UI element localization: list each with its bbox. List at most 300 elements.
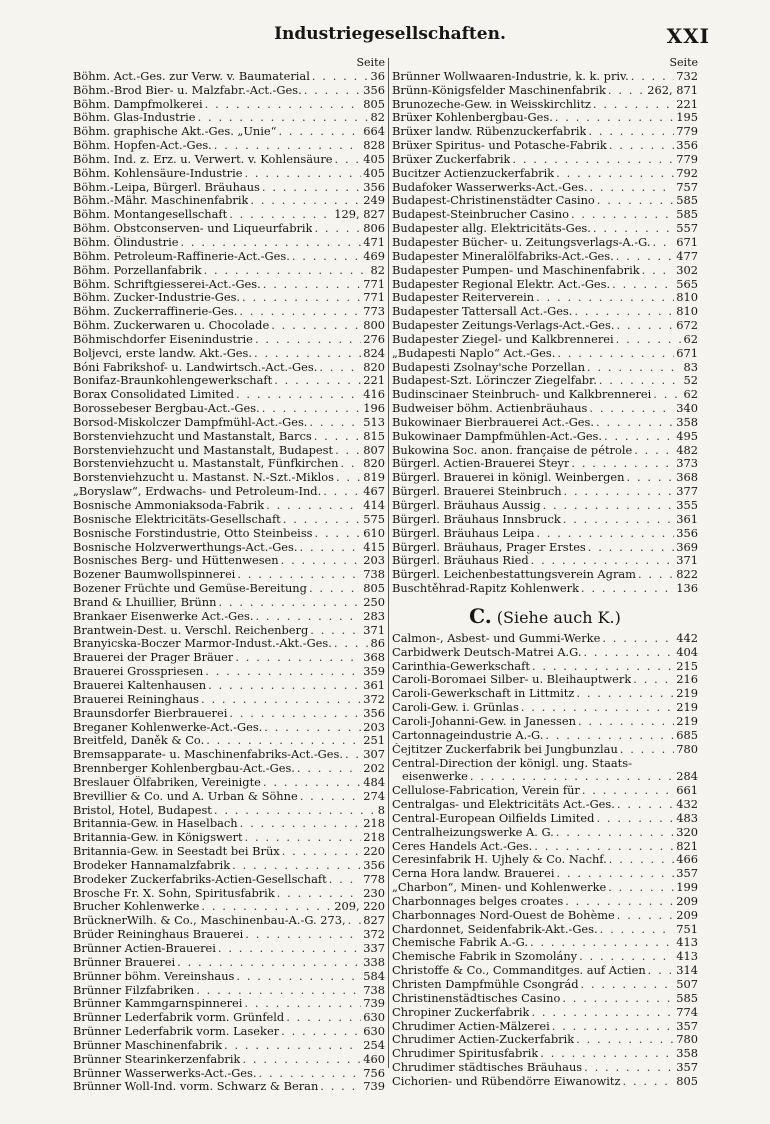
entry-name: eisenwerke — [402, 770, 468, 784]
entry-page: 371 — [363, 622, 385, 637]
dot-leader — [531, 554, 675, 568]
dot-leader — [616, 250, 674, 264]
entry-page: 565 — [676, 276, 698, 291]
entry-page: 482 — [676, 442, 698, 457]
index-entry — [73, 444, 385, 458]
index-entry — [392, 264, 698, 278]
entry-page: 361 — [363, 677, 385, 692]
entry-name: Borsod-Miskolczer Dampfmühl-Act.-Ges. — [73, 415, 308, 429]
entry-page: 585 — [676, 193, 698, 208]
entry-page: 827 — [363, 913, 385, 928]
index-entry — [392, 1006, 698, 1020]
index-entry — [73, 305, 385, 319]
index-entry — [73, 721, 385, 735]
entry-page: 779 — [676, 151, 698, 166]
dot-leader — [232, 859, 361, 873]
entry-page: 216 — [676, 672, 698, 687]
entry-name: Chrudimer städtisches Bräuhaus — [392, 1061, 583, 1075]
index-entry — [392, 527, 698, 541]
entry-page: 371 — [676, 553, 698, 568]
index-entry — [392, 1075, 698, 1089]
entry-page: 469 — [363, 248, 385, 263]
index-entry — [392, 402, 698, 416]
entry-page: 202 — [363, 761, 385, 776]
dot-leader — [556, 826, 674, 840]
entry-page: 62 — [683, 331, 698, 346]
dot-leader — [208, 679, 361, 693]
index-entry — [73, 734, 385, 748]
dot-leader — [616, 333, 682, 347]
entry-name: Braunsdorfer Bierbrauerei — [73, 706, 228, 720]
index-entry — [73, 499, 385, 513]
entry-page: 432 — [676, 797, 698, 812]
entry-name: Calmon-, Asbest- und Gummi-Werke — [392, 631, 601, 645]
entry-page: 196 — [363, 401, 385, 416]
index-entry — [73, 748, 385, 762]
entry-name: Charbonnages belges croates — [392, 894, 564, 908]
dot-leader — [292, 250, 361, 264]
entry-name: Carinthia-Gewerkschaft — [392, 659, 530, 673]
index-entry — [73, 970, 385, 984]
dot-leader — [244, 997, 361, 1011]
dot-leader — [582, 784, 674, 798]
entry-name: Chemische Fabrik A.-G. — [392, 936, 528, 950]
dot-leader — [259, 1067, 362, 1081]
entry-page: 199 — [676, 880, 698, 895]
entry-name: Budapester Ziegel- und Kalkbrennerei — [392, 332, 614, 346]
entry-page: 806 — [363, 221, 385, 236]
dot-leader — [581, 978, 675, 992]
entry-name: Böhm. Hopfen-Act.-Ges. — [73, 139, 212, 153]
entry-page: 372 — [363, 691, 385, 706]
dot-leader — [255, 610, 361, 624]
entry-name: Borstenviehzucht und Mastanstalt, Budapest — [73, 443, 334, 457]
entry-name: Budapesti Zsolnay'sche Porzellan — [392, 360, 586, 374]
entry-name: Brünner Wollwaaren-Industrie, k. k. priv. — [392, 69, 629, 83]
entry-page: 251 — [363, 733, 385, 748]
index-entry — [392, 181, 698, 195]
entry-page: 314 — [676, 963, 698, 978]
index-entry — [73, 1067, 385, 1081]
dot-leader — [250, 194, 361, 208]
index-entry — [392, 853, 698, 867]
entry-page: 495 — [676, 428, 698, 443]
dot-leader — [557, 347, 674, 361]
entry-name: Böhm.-Leipa, Bürgerl. Bräuhaus — [73, 180, 260, 194]
dot-leader — [652, 236, 674, 250]
index-entry — [73, 804, 385, 818]
entry-page: 828 — [363, 138, 385, 153]
dot-leader — [201, 693, 361, 707]
dot-leader — [314, 430, 362, 444]
entry-name: Chardonnet, Seidenfabrik-Akt.-Ges. — [392, 922, 598, 936]
index-entry — [73, 1080, 385, 1094]
seite-label: Seite — [356, 56, 385, 69]
dot-leader — [348, 914, 362, 928]
dot-leader — [254, 347, 361, 361]
entry-page: 249 — [363, 193, 385, 208]
entry-page: 483 — [676, 810, 698, 825]
dot-leader — [617, 319, 675, 333]
index-entry — [73, 181, 385, 195]
index-entry — [392, 194, 698, 208]
index-entry — [392, 167, 698, 181]
entry-name: Caroli-Boromaei Silber- u. Bleihauptwerk — [392, 673, 632, 687]
entry-page: 372 — [363, 927, 385, 942]
entry-page: 739 — [363, 1079, 385, 1094]
left-column — [73, 56, 385, 1094]
entry-page: 230 — [363, 885, 385, 900]
dot-leader — [278, 125, 361, 139]
entry-page: 356 — [363, 82, 385, 97]
entry-name: Böhm. Dampfmolkerei — [73, 97, 203, 111]
entry-name: Böhm. Zuckerraffinerie-Ges. — [73, 305, 238, 319]
entry-name: Borossebeser Bergbau-Act.-Ges. — [73, 402, 260, 416]
entry-name: Böhm. Zucker-Industrie-Ges. — [73, 291, 241, 305]
entry-name: Böhm. Schriftgiesserei-Act.-Ges. — [73, 277, 261, 291]
dot-leader — [245, 831, 362, 845]
dot-leader — [609, 853, 675, 867]
index-entry — [73, 790, 385, 804]
dot-leader — [634, 444, 674, 458]
dot-leader — [512, 153, 674, 167]
entry-page: 356 — [363, 179, 385, 194]
entry-name: Brauerei Kaltenhausen — [73, 678, 207, 692]
index-entry — [73, 278, 385, 292]
dot-leader — [581, 582, 674, 596]
entry-name: Böhm. Obstconserven- und Liqueurfabrik — [73, 222, 313, 236]
dot-leader — [631, 70, 675, 84]
entry-name: Brauerei der Prager Bräuer — [73, 651, 234, 665]
entry-page: 340 — [676, 401, 698, 416]
entry-page: 82 — [370, 110, 385, 125]
dot-leader — [242, 291, 361, 305]
entry-page: 780 — [676, 741, 698, 756]
index-entry — [73, 416, 385, 430]
index-entry — [73, 637, 385, 651]
index-entry — [73, 402, 385, 416]
entry-page: 254 — [363, 1037, 385, 1052]
entry-page: 739 — [363, 996, 385, 1011]
entry-page: 610 — [363, 525, 385, 540]
entry-name: Brünner Lederfabrik vorm. Grünfeld — [73, 1011, 285, 1025]
dot-leader — [180, 236, 361, 250]
index-entry — [392, 646, 698, 660]
dot-leader — [286, 1011, 361, 1025]
dot-leader — [602, 632, 674, 646]
entry-page: 820 — [363, 456, 385, 471]
dot-leader — [340, 457, 361, 471]
dot-leader — [557, 867, 675, 881]
entry-page: 368 — [676, 470, 698, 485]
dot-leader — [229, 707, 361, 721]
index-entry — [392, 1020, 698, 1034]
index-entry — [392, 416, 698, 430]
entry-page: 283 — [363, 608, 385, 623]
entry-page: 664 — [363, 124, 385, 139]
section-letter: C. — [469, 603, 492, 628]
index-entry — [73, 831, 385, 845]
entry-page: 369 — [676, 539, 698, 554]
dot-leader — [240, 817, 362, 831]
entry-name: Budapester Reiterverein — [392, 291, 535, 305]
entry-name: Brauerei Grosspriesen — [73, 665, 204, 679]
entry-name: Central-European Oilfields Limited — [392, 811, 595, 825]
index-entry — [73, 679, 385, 693]
index-entry — [392, 673, 698, 687]
entry-name: Budapester Regional Elektr. Act.-Ges. — [392, 277, 611, 291]
index-entry — [392, 250, 698, 264]
index-entry — [73, 139, 385, 153]
index-entry — [73, 70, 385, 84]
entry-page: 824 — [363, 345, 385, 360]
entry-name: Böhm.-Brod Bier- u. Malzfabr.-Act.-Ges. — [73, 83, 302, 97]
entry-page: 415 — [363, 539, 385, 554]
entry-page: 203 — [363, 553, 385, 568]
index-entry — [392, 457, 698, 471]
entry-page: 250 — [363, 594, 385, 609]
entry-name: Chropiner Zuckerfabrik — [392, 1005, 530, 1019]
entry-name: Bürgerl. Brauerei Steinbruch — [392, 485, 562, 499]
entry-page: 129, 827 — [334, 207, 385, 222]
entry-page: 8 — [377, 802, 385, 817]
index-entry — [392, 333, 698, 347]
dot-leader — [274, 374, 361, 388]
index-entry — [392, 826, 698, 840]
entry-page: 774 — [676, 1004, 698, 1019]
index-entry — [73, 610, 385, 624]
page-number: XXI — [666, 24, 710, 48]
entry-name: „Budapesti Naplo“ Act.-Ges. — [392, 346, 556, 360]
entry-name: Cichorien- und Rübendörre Eiwanowitz — [392, 1074, 621, 1088]
index-entry — [392, 1061, 698, 1075]
dot-leader — [304, 84, 362, 98]
index-entry — [392, 881, 698, 895]
entry-name: Budapest-Szt. Lörinczer Ziegelfabr. — [392, 374, 597, 388]
index-entry — [392, 485, 698, 499]
index-entry — [392, 1033, 698, 1047]
entry-page: 672 — [676, 318, 698, 333]
index-entry — [73, 291, 385, 305]
index-entry — [392, 554, 698, 568]
dot-leader — [218, 942, 361, 956]
entry-page: 466 — [676, 852, 698, 867]
dot-leader — [579, 950, 674, 964]
dot-leader — [578, 715, 674, 729]
dot-leader — [536, 291, 674, 305]
entry-page: 209 — [676, 893, 698, 908]
entry-name: Brünner Filzfabriken — [73, 983, 195, 997]
dot-leader — [315, 527, 362, 541]
dot-leader — [556, 167, 674, 181]
entry-page: 810 — [676, 290, 698, 305]
entry-name: Brüxer landw. Rübenzuckerfabrik — [392, 125, 587, 139]
index-entry — [73, 873, 385, 887]
section-note: (Siehe auch K.) — [491, 607, 621, 627]
index-entry — [392, 715, 698, 729]
dot-leader — [334, 637, 369, 651]
entry-name: Brankaer Eisenwerke Act.-Ges. — [73, 609, 254, 623]
index-entry — [73, 430, 385, 444]
index-entry — [73, 319, 385, 333]
entry-page: 584 — [363, 968, 385, 983]
dot-leader — [235, 651, 361, 665]
entry-name: Budapester allg. Elektricitäts-Ges. — [392, 222, 591, 236]
entry-page: 284 — [676, 769, 698, 784]
dot-leader — [534, 840, 674, 854]
entry-page: 136 — [676, 581, 698, 596]
index-entry — [73, 624, 385, 638]
index-entry — [392, 70, 698, 84]
entry-page: 337 — [363, 941, 385, 955]
entry-page: 751 — [676, 921, 698, 936]
entry-page: 356 — [676, 138, 698, 153]
entry-page: 355 — [676, 498, 698, 512]
dot-leader — [281, 1025, 361, 1039]
dot-leader — [543, 499, 675, 513]
dot-leader — [521, 701, 674, 715]
entry-name: Cellulose-Fabrication, Verein für — [392, 784, 580, 798]
entry-name: Bürgerl. Bräuhaus Aussig — [392, 499, 541, 512]
index-entry — [392, 770, 698, 784]
index-entry — [73, 167, 385, 181]
entry-page: 36 — [370, 68, 385, 83]
entry-page: 262, 871 — [647, 82, 698, 97]
entry-name: Brucher Kohlenwerke — [73, 900, 200, 914]
entry-name: Bucitzer Actienzuckerfabrik — [392, 166, 555, 180]
dot-leader — [531, 1006, 674, 1020]
dot-leader — [588, 125, 674, 139]
index-entry — [73, 1011, 385, 1025]
entry-page: 405 — [363, 151, 385, 166]
entry-name: Brünner Brauerei — [73, 955, 176, 969]
entry-name: Böhm.-Mähr. Maschinenfabrik — [73, 194, 249, 208]
index-entry — [73, 250, 385, 264]
entry-name: Bremsapparate- u. Maschinenfabriks-Act.-Ges. — [73, 748, 343, 762]
entry-name: Brünner Wasserwerks-Act.-Ges. — [73, 1066, 257, 1080]
entry-page: 661 — [676, 783, 698, 798]
index-entry — [73, 222, 385, 236]
entry-page: 477 — [676, 248, 698, 263]
entry-page: 356 — [676, 525, 698, 540]
entry-name: Brünner Lederfabrik vorm. Laseker — [73, 1025, 280, 1039]
entry-page: 467 — [363, 484, 385, 499]
index-entry — [392, 978, 698, 992]
entry-page: 359 — [363, 664, 385, 679]
dot-leader — [617, 798, 674, 812]
index-entry — [392, 111, 698, 125]
dot-leader — [281, 554, 362, 568]
entry-page: 62 — [683, 387, 698, 402]
entry-page: 219 — [676, 686, 698, 701]
dot-leader — [239, 305, 361, 319]
entry-name: Central-Direction der königl. ung. Staats- — [392, 756, 632, 770]
dot-leader — [565, 895, 674, 909]
entry-name: Bürgerl. Bräuhaus Ried — [392, 554, 529, 568]
entry-name: Caroli-Gewerkschaft in Littmitz — [392, 687, 575, 701]
page-header — [70, 24, 710, 50]
entry-page: 807 — [363, 442, 385, 457]
entry-name: Böhm. graphische Akt.-Ges. „Unie“ — [73, 125, 277, 139]
index-entry — [73, 374, 385, 388]
index-entry — [392, 660, 698, 674]
dot-leader — [319, 361, 361, 375]
entry-page: 732 — [676, 68, 698, 83]
index-entry — [392, 729, 698, 743]
dot-leader — [309, 582, 361, 596]
entry-name: Brünner Woll-Ind. vorm. Schwarz & Beran — [73, 1080, 319, 1094]
entry-name: „Charbon“, Minen- und Kohlenwerke — [392, 881, 607, 895]
entry-name: Bukowinaer Dampfmühlen-Act.-Ges. — [392, 429, 603, 443]
entry-name: Brennberger Kohlenbergbau-Act.-Ges. — [73, 762, 295, 776]
entry-name: Brüxer Kohlenbergbau-Ges. — [392, 111, 553, 125]
dot-leader — [552, 1020, 674, 1034]
entry-page: 219 — [676, 713, 698, 728]
index-entry — [392, 291, 698, 305]
entry-page: 484 — [363, 774, 385, 789]
entry-page: 414 — [363, 498, 385, 512]
entry-name: Bóni Fabrikshof- u. Landwirtsch.-Act.-Ges. — [73, 360, 318, 374]
dot-leader — [532, 660, 674, 674]
entry-name: Bürgerl. Bräuhaus, Prager Erstes — [392, 540, 586, 554]
index-entry — [392, 1047, 698, 1061]
entry-page: 575 — [363, 511, 385, 526]
entry-page: 357 — [676, 1018, 698, 1033]
dot-leader — [205, 98, 362, 112]
entry-name: Chrudimer Spiritusfabrik — [392, 1047, 539, 1061]
index-entry — [73, 111, 385, 125]
entry-page: 822 — [676, 567, 698, 582]
dot-leader — [596, 812, 674, 826]
index-entry — [392, 936, 698, 950]
entry-page: 685 — [676, 727, 698, 742]
index-entry — [392, 840, 698, 854]
dot-leader — [620, 743, 674, 757]
index-entry — [392, 964, 698, 978]
entry-name: Bürgerl. Leichenbestattungsverein Agram — [392, 568, 636, 582]
entry-name: Brantwein-Dest. u. Verschl. Reichenberg — [73, 623, 309, 637]
dot-leader — [264, 721, 361, 735]
dot-leader — [608, 881, 674, 895]
index-entry — [73, 333, 385, 347]
dot-leader — [587, 361, 681, 375]
entry-name: Caroli-Johanni-Gew. in Janessen — [392, 714, 576, 728]
entry-page: 356 — [363, 857, 385, 872]
entry-page: 368 — [363, 650, 385, 665]
entry-name: Böhmischdorfer Eisenindustrie — [73, 332, 253, 346]
entry-page: 771 — [363, 290, 385, 305]
index-entry — [392, 305, 698, 319]
dot-leader — [218, 596, 361, 610]
index-entry — [392, 582, 698, 596]
dot-leader — [300, 541, 362, 555]
dot-leader — [309, 416, 361, 430]
entry-name: Centralgas- und Elektricitäts Act.-Ges. — [392, 798, 615, 812]
dot-leader — [571, 457, 674, 471]
entry-name: Ceres Handels Act.-Ges. — [392, 839, 533, 853]
entry-name: Borstenviehzucht u. Mastanst. N.-Szt.-Miklos — [73, 471, 334, 485]
entry-name: Brüder Reininghaus Brauerei — [73, 928, 244, 942]
entry-page: 358 — [676, 414, 698, 429]
entry-page: 671 — [676, 234, 698, 249]
index-entry — [73, 859, 385, 873]
index-entry — [392, 98, 698, 112]
index-entry — [73, 776, 385, 790]
dot-leader — [244, 167, 361, 181]
index-entry — [73, 457, 385, 471]
index-entry — [392, 374, 698, 388]
index-entry — [73, 208, 385, 222]
